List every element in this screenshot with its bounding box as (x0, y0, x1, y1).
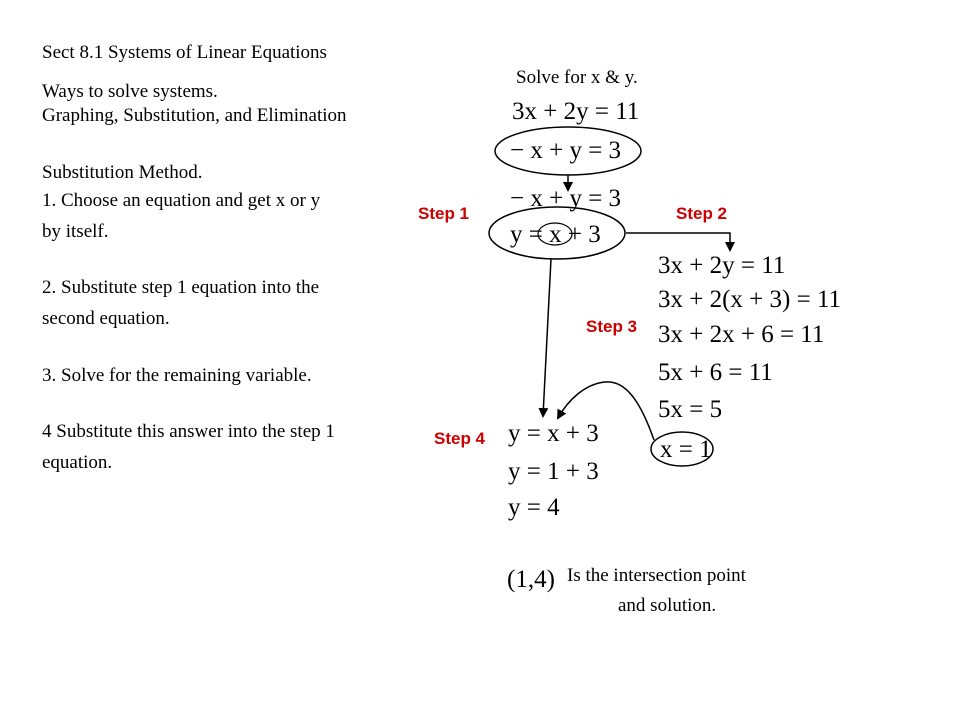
step2-label: Step 2 (676, 204, 728, 223)
instruction-step2-line1: 2. Substitute step 1 equation into the (42, 277, 320, 298)
system-equation-1: 3x + 2y = 11 (512, 98, 640, 125)
backsub-equation-1: y = x + 3 (508, 420, 599, 447)
isolate-equation-1: − x + y = 3 (510, 185, 622, 212)
method-heading: Substitution Method. (42, 162, 203, 183)
instruction-step4-line2: equation. (42, 452, 113, 473)
conclusion-line2: and solution. (618, 595, 717, 616)
instruction-step3: 3. Solve for the remaining variable. (42, 365, 312, 386)
step3-label: Step 3 (586, 317, 638, 336)
system-equation-2: − x + y = 3 (510, 137, 622, 164)
ellipse-isolated (489, 207, 625, 259)
arrow-substitute (626, 233, 730, 250)
step4-label: Step 4 (434, 429, 486, 448)
ellipse-x-result (651, 432, 713, 466)
isolate-equation-2: y = x + 3 (510, 221, 601, 248)
backsub-equation-2: y = 1 + 3 (508, 458, 599, 485)
arrow-curve-x-value (558, 382, 654, 440)
circle-x-term (538, 223, 572, 245)
substitute-equation-2: 3x + 2(x + 3) = 11 (658, 286, 842, 313)
arrow-backsub (543, 259, 551, 416)
solution-point: (1,4) (507, 566, 555, 593)
backsub-result: y = 4 (508, 494, 560, 521)
instruction-step1-line1: 1. Choose an equation and get x or y (42, 190, 321, 211)
solve-prompt: Solve for x & y. (516, 67, 638, 88)
ways-heading: Ways to solve systems. (42, 81, 218, 102)
slide-title: Sect 8.1 Systems of Linear Equations (42, 42, 327, 63)
substitute-equation-1: 3x + 2y = 11 (658, 252, 786, 279)
conclusion-line1: Is the intersection point (567, 565, 746, 586)
instruction-step2-line2: second equation. (42, 308, 170, 329)
step1-label: Step 1 (418, 204, 470, 223)
instruction-step4-line1: 4 Substitute this answer into the step 1 (42, 421, 335, 442)
instruction-step1-line2: by itself. (42, 221, 109, 242)
substitute-equation-5: 5x = 5 (658, 396, 723, 423)
substitute-result: x = 1 (660, 436, 712, 463)
ellipse-system-eq2 (495, 127, 641, 175)
substitute-equation-4: 5x + 6 = 11 (658, 359, 773, 386)
methods-list: Graphing, Substitution, and Elimination (42, 105, 347, 126)
substitute-equation-3: 3x + 2x + 6 = 11 (658, 321, 825, 348)
